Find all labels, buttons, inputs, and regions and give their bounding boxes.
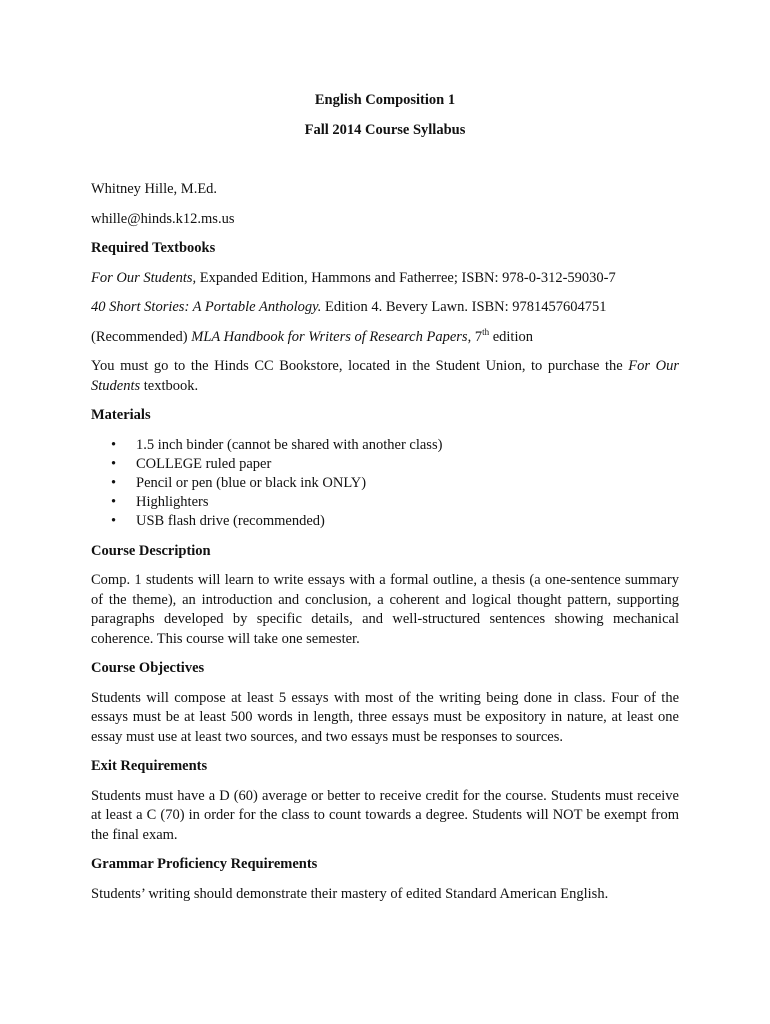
list-item (91, 493, 679, 512)
textbook-1 (91, 269, 679, 289)
textbook-1-title: For Our Students, (91, 269, 197, 286)
bookstore-note-text: You must go to the Hinds CC Bookstore, located in the Student Union, to purchase the (91, 358, 629, 374)
bookstore-note-title: For Our Students (91, 358, 679, 394)
bookstore-note-end: textbook. (140, 377, 199, 394)
bookstore-note (91, 357, 679, 396)
list-item (91, 436, 679, 455)
grammar-heading: Grammar Proficiency Requirements (91, 856, 318, 873)
instructor-name: Whitney Hille, M.Ed. (91, 181, 218, 197)
materials-heading: Materials (91, 407, 151, 423)
objectives-heading: Course Objectives (91, 660, 205, 677)
document-subtitle: Fall 2014 Course Syllabus (304, 122, 466, 138)
list-item (91, 512, 679, 531)
bullet-icon: • (111, 436, 117, 453)
textbook-1-details: Expanded Edition, Hammons and Fatherree; ISBN: 978-0-312-59030-7 (196, 269, 616, 286)
bullet-icon: • (111, 474, 117, 491)
list-item-text: USB flash drive (recommended) (136, 513, 325, 530)
textbook-3-title: MLA Handbook for Writers of Research Papers (191, 328, 468, 345)
description-heading: Course Description (91, 542, 211, 559)
bullet-icon: • (111, 455, 117, 472)
document-title: English Composition 1 (314, 92, 456, 108)
textbooks-heading: Required Textbooks (91, 240, 216, 256)
exit-heading: Exit Requirements (91, 758, 208, 775)
bullet-icon: • (111, 494, 117, 511)
list-item-text: COLLEGE ruled paper (136, 455, 272, 472)
textbook-3-superscript: th (482, 326, 490, 337)
syllabus-page (91, 91, 679, 914)
textbook-2 (91, 298, 679, 318)
textbook-3 (91, 328, 679, 348)
description-text: Comp. 1 students will learn to write essays with a formal outline, a thesis (a one-sentence summary of the theme), an introduction and conclusion, a coherent and logical thought pattern, supporting paragraphs developed by specific details, and well-structured sentences showing mechanical coherence. This course will take one semester. (91, 572, 679, 647)
list-item (91, 455, 679, 474)
materials-list (91, 436, 679, 532)
bullet-icon: • (111, 513, 117, 530)
textbook-3-prefix: (Recommended) (91, 328, 192, 345)
textbook-3-edition: , 7 (467, 328, 483, 345)
grammar-text: Students’ writing should demonstrate their mastery of edited Standard American English. (91, 885, 609, 902)
list-item-text: 1.5 inch binder (cannot be shared with another class) (136, 436, 443, 453)
exit-text: Students must have a D (60) average or better to receive credit for the course. Students must receive at least a C (70) in order for the class to count towards a degree. Students will NOT be exempt from the final exam. (91, 787, 679, 843)
instructor-email: whille@hinds.k12.ms.us (91, 210, 235, 227)
textbook-2-details: Edition 4. Bevery Lawn. ISBN: 9781457604751 (321, 299, 607, 315)
list-item-text: Pencil or pen (blue or black ink ONLY) (136, 474, 367, 491)
textbook-3-details: edition (489, 328, 533, 345)
list-item (91, 474, 679, 493)
objectives-text: Students will compose at least 5 essays with most of the writing being done in class. Four of the essays must be at least 500 words in length, three essays must be expository in nature, at least one essay must use at least two sources, and two essays must be responses to sources. (91, 689, 679, 745)
list-item-text: Highlighters (136, 494, 209, 511)
textbook-2-title: 40 Short Stories: A Portable Anthology. (91, 299, 322, 315)
